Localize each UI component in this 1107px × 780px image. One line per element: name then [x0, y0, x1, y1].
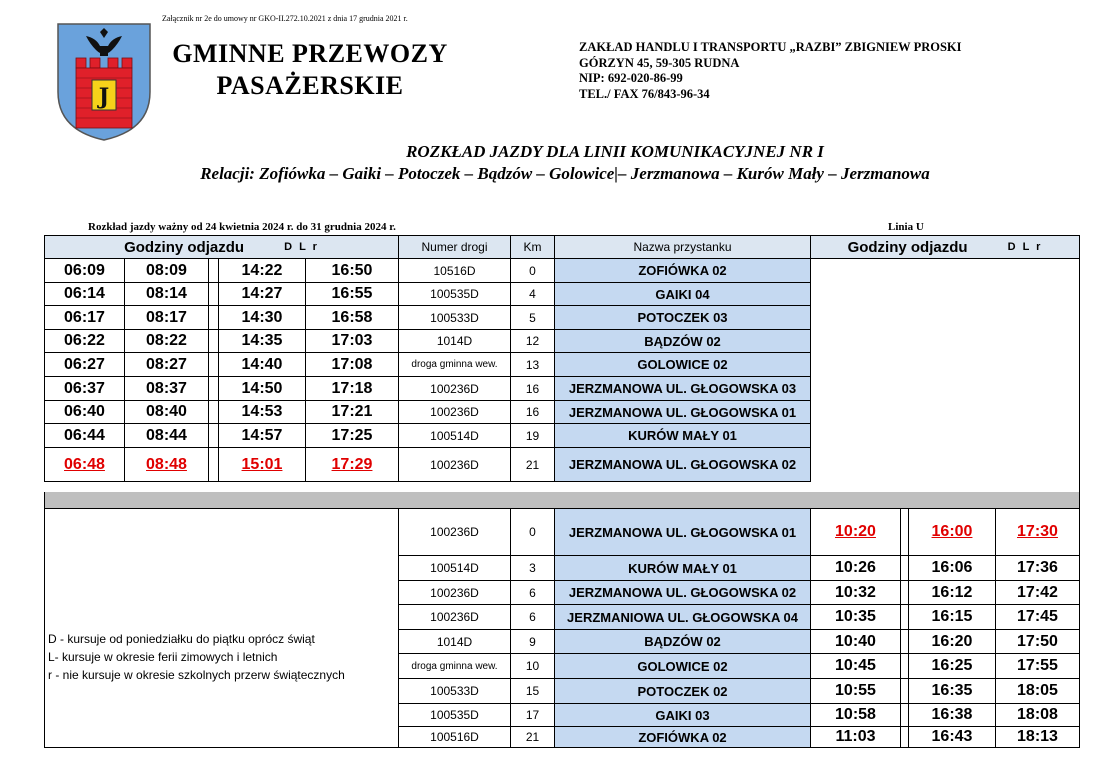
stop-name: ZOFIÓWKA 02 [555, 259, 811, 283]
header-departures-label: Godziny odjazdu [847, 238, 968, 256]
km-value: 10 [511, 654, 555, 679]
departure-time: 10:45 [811, 654, 901, 679]
departure-time: 06:40 [44, 401, 125, 424]
departure-time: 08:48 [125, 448, 209, 482]
departure-time: 16:55 [306, 283, 399, 306]
stop-name: JERZMANIOWA UL. GŁOGOWSKA 04 [555, 605, 811, 630]
stop-name: JERZMANOWA UL. GŁOGOWSKA 01 [555, 401, 811, 424]
departure-time: 14:22 [219, 259, 306, 283]
departure-time: 17:25 [306, 424, 399, 448]
departure-time: 06:14 [44, 283, 125, 306]
departure-time: 14:53 [219, 401, 306, 424]
column-gap [901, 581, 909, 605]
header-dlr-label: D L r [284, 241, 319, 253]
column-gap [901, 556, 909, 581]
stop-name: GAIKI 03 [555, 704, 811, 727]
coat-of-arms-icon [56, 22, 152, 142]
km-value: 3 [511, 556, 555, 581]
stop-name: KURÓW MAŁY 01 [555, 556, 811, 581]
departure-time: 10:32 [811, 581, 901, 605]
km-value: 12 [511, 330, 555, 353]
departure-time: 16:12 [909, 581, 996, 605]
header-dlr-label: D L r [1007, 241, 1043, 253]
departure-time: 17:03 [306, 330, 399, 353]
departure-time: 18:08 [996, 704, 1080, 727]
road-number: droga gminna wew. [399, 353, 511, 377]
departure-time: 14:40 [219, 353, 306, 377]
departure-time: 08:37 [125, 377, 209, 401]
departure-time: 17:30 [996, 509, 1080, 556]
departure-time: 15:01 [219, 448, 306, 482]
column-gap [209, 424, 219, 448]
departure-time: 16:50 [306, 259, 399, 283]
km-value: 19 [511, 424, 555, 448]
road-number: 10516D [399, 259, 511, 283]
departure-time: 10:20 [811, 509, 901, 556]
departure-time: 08:44 [125, 424, 209, 448]
legend-r: r - nie kursuje w okresie szkolnych przerw świątecznych [48, 668, 345, 682]
road-number: 100514D [399, 424, 511, 448]
road-number: droga gminna wew. [399, 654, 511, 679]
title-line-2: PASAŻERSKIE [216, 71, 404, 100]
road-number: 100236D [399, 377, 511, 401]
column-gap [209, 448, 219, 482]
road-number: 100533D [399, 679, 511, 704]
road-number: 100514D [399, 556, 511, 581]
km-value: 15 [511, 679, 555, 704]
departure-time: 14:57 [219, 424, 306, 448]
departure-time: 17:18 [306, 377, 399, 401]
title-line-1: GMINNE PRZEWOZY [172, 39, 448, 68]
departure-time: 16:58 [306, 306, 399, 330]
column-gap [209, 401, 219, 424]
km-value: 16 [511, 377, 555, 401]
column-gap [209, 377, 219, 401]
company-nip: NIP: 692-020-86-99 [579, 71, 683, 85]
departure-time: 06:44 [44, 424, 125, 448]
column-gap [209, 306, 219, 330]
stop-name: BĄDZÓW 02 [555, 330, 811, 353]
road-number: 100535D [399, 283, 511, 306]
empty-return-area [811, 259, 1080, 492]
departure-time: 17:21 [306, 401, 399, 424]
departure-time: 16:15 [909, 605, 996, 630]
crest-letter: J [98, 84, 110, 110]
departure-time: 18:05 [996, 679, 1080, 704]
header-departures-right [811, 235, 1080, 259]
road-number: 100535D [399, 704, 511, 727]
line-label: Linia U [888, 221, 924, 233]
km-value: 9 [511, 630, 555, 654]
departure-time: 16:43 [909, 727, 996, 748]
column-gap [901, 654, 909, 679]
annex-note: Załącznik nr 2e do umowy nr GKO-II.272.10.2021 z dnia 17 grudnia 2021 r. [162, 14, 408, 23]
departure-time: 06:09 [44, 259, 125, 283]
departure-time: 08:40 [125, 401, 209, 424]
column-gap [901, 679, 909, 704]
legend [48, 630, 345, 684]
departure-time: 17:42 [996, 581, 1080, 605]
km-value: 4 [511, 283, 555, 306]
km-value: 6 [511, 581, 555, 605]
departure-time: 14:30 [219, 306, 306, 330]
road-number: 100236D [399, 401, 511, 424]
road-number: 1014D [399, 330, 511, 353]
departure-time: 08:27 [125, 353, 209, 377]
km-value: 6 [511, 605, 555, 630]
stop-name: POTOCZEK 03 [555, 306, 811, 330]
column-gap [209, 330, 219, 353]
departure-time: 17:55 [996, 654, 1080, 679]
departure-time: 10:35 [811, 605, 901, 630]
departure-time: 06:17 [44, 306, 125, 330]
km-value: 16 [511, 401, 555, 424]
road-number: 100236D [399, 509, 511, 556]
company-address: GÓRZYN 45, 59-305 RUDNA [579, 55, 740, 70]
departure-time: 10:55 [811, 679, 901, 704]
km-value: 13 [511, 353, 555, 377]
column-gap [901, 704, 909, 727]
km-value: 0 [511, 509, 555, 556]
column-gap [901, 630, 909, 654]
stop-name: JERZMANOWA UL. GŁOGOWSKA 02 [555, 448, 811, 482]
route-relation: Relacji: Zofiówka – Gaiki – Potoczek – Bądzów – Golowice|– Jerzmanowa – Kurów Mały – Jerzmanowa [200, 164, 930, 183]
km-value: 21 [511, 448, 555, 482]
header-departures-left [44, 235, 399, 259]
header-km: Km [511, 235, 555, 259]
road-number: 100236D [399, 581, 511, 605]
departure-time: 11:03 [811, 727, 901, 748]
column-gap [901, 605, 909, 630]
km-value: 17 [511, 704, 555, 727]
legend-d: D - kursuje od poniedziałku do piątku oprócz świąt [48, 632, 315, 646]
departure-time: 14:27 [219, 283, 306, 306]
departure-time: 16:25 [909, 654, 996, 679]
road-number: 100516D [399, 727, 511, 748]
departure-time: 17:45 [996, 605, 1080, 630]
road-number: 100236D [399, 605, 511, 630]
road-number: 1014D [399, 630, 511, 654]
departure-time: 17:36 [996, 556, 1080, 581]
departure-time: 16:06 [909, 556, 996, 581]
table-separator [44, 492, 1080, 509]
validity-note: Rozkład jazdy ważny od 24 kwietnia 2024 r. do 31 grudnia 2024 r. [88, 221, 396, 233]
stop-name: GAIKI 04 [555, 283, 811, 306]
road-number: 100533D [399, 306, 511, 330]
company-info [579, 40, 962, 102]
km-value: 0 [511, 259, 555, 283]
stop-name: POTOCZEK 02 [555, 679, 811, 704]
stop-name: JERZMANOWA UL. GŁOGOWSKA 01 [555, 509, 811, 556]
stop-name: ZOFIÓWKA 02 [555, 727, 811, 748]
company-name: ZAKŁAD HANDLU I TRANSPORTU „RAZBI” ZBIGNIEW PROSKI [579, 40, 962, 54]
departure-time: 06:48 [44, 448, 125, 482]
departure-time: 06:27 [44, 353, 125, 377]
departure-time: 16:38 [909, 704, 996, 727]
column-gap [209, 283, 219, 306]
km-value: 5 [511, 306, 555, 330]
legend-l: L- kursuje w okresie ferii zimowych i letnich [48, 650, 278, 664]
column-gap [209, 259, 219, 283]
departure-time: 17:50 [996, 630, 1080, 654]
km-value: 21 [511, 727, 555, 748]
departure-time: 10:58 [811, 704, 901, 727]
departure-time: 06:22 [44, 330, 125, 353]
company-phone: TEL./ FAX 76/843-96-34 [579, 86, 710, 101]
departure-time: 18:13 [996, 727, 1080, 748]
header-departures-label: Godziny odjazdu [124, 238, 245, 256]
road-number: 100236D [399, 448, 511, 482]
departure-time: 16:20 [909, 630, 996, 654]
stop-name: JERZMANOWA UL. GŁOGOWSKA 02 [555, 581, 811, 605]
header-road: Numer drogi [399, 235, 511, 259]
departure-time: 10:40 [811, 630, 901, 654]
departure-time: 08:09 [125, 259, 209, 283]
schedule-title: ROZKŁAD JAZDY DLA LINII KOMUNIKACYJNEJ NR I [406, 142, 824, 161]
stop-name: GOLOWICE 02 [555, 654, 811, 679]
departure-time: 08:14 [125, 283, 209, 306]
page-title [140, 38, 480, 102]
column-gap [209, 353, 219, 377]
departure-time: 16:00 [909, 509, 996, 556]
stop-name: JERZMANOWA UL. GŁOGOWSKA 03 [555, 377, 811, 401]
stop-name: GOLOWICE 02 [555, 353, 811, 377]
departure-time: 17:29 [306, 448, 399, 482]
stop-name: KURÓW MAŁY 01 [555, 424, 811, 448]
departure-time: 16:35 [909, 679, 996, 704]
departure-time: 14:35 [219, 330, 306, 353]
departure-time: 10:26 [811, 556, 901, 581]
departure-time: 08:17 [125, 306, 209, 330]
header-stop: Nazwa przystanku [555, 235, 811, 259]
column-gap [901, 509, 909, 556]
departure-time: 06:37 [44, 377, 125, 401]
departure-time: 17:08 [306, 353, 399, 377]
departure-time: 14:50 [219, 377, 306, 401]
legend-box [44, 509, 399, 748]
stop-name: BĄDZÓW 02 [555, 630, 811, 654]
column-gap [901, 727, 909, 748]
departure-time: 08:22 [125, 330, 209, 353]
